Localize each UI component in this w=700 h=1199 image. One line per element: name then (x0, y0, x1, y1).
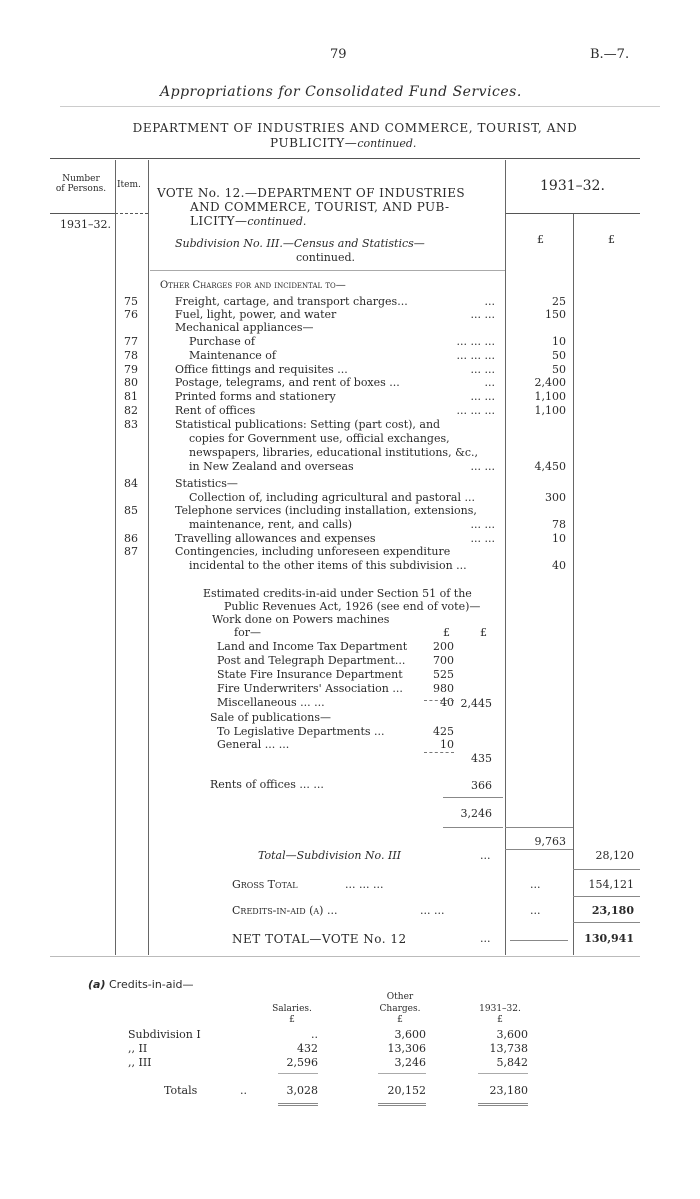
credits-pound-1: £ (443, 626, 450, 639)
credits-in-aid-dots: ... ... (420, 904, 445, 917)
pound-sign-col1: £ (537, 233, 544, 246)
item-amount: 2,400 (534, 376, 566, 389)
footnote-row-salaries: .. (311, 1028, 318, 1041)
powers-entry-label: Miscellaneous ... ... (217, 696, 325, 709)
credits-note-line3: Work done on Powers machines (212, 613, 390, 626)
footnote-pound-3: £ (497, 1015, 503, 1025)
item-description: Statistical publications: Setting (part cost), and (175, 418, 441, 431)
powers-entry-label: Land and Income Tax Department (217, 640, 408, 653)
footnote-row-other: 3,600 (394, 1028, 426, 1041)
subdivision-rule (150, 270, 505, 271)
gross-total-rule (573, 896, 640, 897)
item-description: Office fittings and requisites ... (175, 363, 348, 376)
item-description: Collection of, including agricultural and pastoral ... (189, 491, 475, 504)
item-amount: 150 (545, 308, 566, 321)
footnote-marker: (a) (88, 978, 106, 991)
item-header-rule (115, 213, 148, 214)
footnote-row-other: 13,306 (387, 1042, 426, 1055)
item-description: Fuel, light, power, and water (175, 308, 337, 321)
header-rule (60, 106, 660, 107)
credits-in-aid-col1: ... (530, 904, 541, 917)
credits-grand-rule-top (443, 797, 503, 798)
item-description: Rent of offices (175, 404, 256, 417)
item-dots: ... ... (470, 532, 495, 545)
footnote-row-year: 13,738 (489, 1042, 528, 1055)
table-bottom-rule (50, 956, 640, 957)
powers-entry-label: Post and Telegraph Department... (217, 654, 406, 667)
item-dots: ... ... ... (456, 349, 495, 362)
other-charges-total-rule (505, 827, 573, 828)
footnote-heading (88, 979, 194, 991)
number-header-line1: Number (62, 174, 100, 184)
subdivision-total-rule (573, 869, 640, 870)
item-number: 86 (124, 532, 138, 545)
rents-label: Rents of offices ... ... (210, 778, 324, 791)
item-amount: 1,100 (534, 404, 566, 417)
footnote-totals-dots: .. (240, 1084, 247, 1097)
powers-total: 2,445 (460, 697, 492, 710)
item-dots: ... ... ... (456, 335, 495, 348)
gross-total-col1: ... (530, 878, 541, 891)
subdivision-total-label: Total—Subdivision No. III (258, 849, 402, 862)
item-description: Purchase of (189, 335, 255, 348)
footnote-rule-salaries (278, 1073, 318, 1074)
item-description: Freight, cartage, and transport charges... (175, 295, 408, 308)
net-total-value: 130,941 (584, 932, 634, 945)
sale-entry-value: 10 (440, 738, 454, 751)
footnote-double-rule-year (478, 1103, 528, 1106)
persons-column-divider (115, 160, 116, 955)
item-description: Contingencies, including unforeseen expenditure (175, 545, 451, 558)
item-dots: ... ... ... (456, 404, 495, 417)
department-title-line2 (270, 136, 416, 150)
powers-entry-value: 200 (433, 640, 454, 653)
item-description: in New Zealand and overseas (189, 460, 354, 473)
item-number: 84 (124, 477, 138, 490)
footnote-col-other-2: Charges. (379, 1004, 421, 1014)
footnote-totals-label: Totals (164, 1084, 198, 1097)
department-name-rest: PUBLICITY— (270, 136, 358, 150)
document-code: B.—7. (590, 47, 630, 62)
credits-pound-2: £ (480, 626, 487, 639)
item-column-divider (148, 160, 149, 955)
number-header-line2: of Persons. (55, 184, 107, 194)
vote-continued: continued. (247, 215, 307, 228)
credits-note-line2: Public Revenues Act, 1926 (see end of vote)— (224, 600, 481, 613)
item-amount: 40 (552, 559, 566, 572)
powers-entry-value: 980 (433, 682, 454, 695)
item-number: 77 (124, 335, 138, 348)
vote-title-line2: AND COMMERCE, TOURIST, AND PUB- (190, 200, 450, 214)
footnote-double-rule-salaries (278, 1103, 318, 1106)
footnote-heading-text: Credits-in-aid— (108, 978, 194, 991)
item-description: Statistics— (175, 477, 238, 490)
rents-value: 366 (471, 779, 492, 792)
credits-grand-rule-bottom (443, 827, 503, 828)
item-number: 76 (124, 308, 138, 321)
footnote-totals-other: 20,152 (387, 1084, 426, 1097)
other-charges-total: 9,763 (534, 835, 566, 848)
credits-in-aid-value: 23,180 (591, 904, 634, 917)
item-dots: ... ... (470, 308, 495, 321)
gross-total-dots: ... ... ... (345, 878, 384, 891)
page-number: 79 (330, 47, 347, 62)
gross-total-label: Gross Total (232, 878, 298, 891)
credits-note-line4: for— (234, 626, 261, 639)
amount-year-header: 1931–32. (540, 178, 605, 194)
powers-entry-label: State Fire Insurance Department (217, 668, 403, 681)
vote-title-line3-text: LICITY— (190, 214, 248, 228)
net-total-label: NET TOTAL—VOTE No. 12 (232, 932, 407, 946)
footnote-double-rule-other (378, 1103, 426, 1106)
item-description: copies for Government use, official exchanges, (189, 432, 450, 445)
footnote-col-salaries: Salaries. (272, 1004, 312, 1014)
pound-sign-col2: £ (608, 233, 615, 246)
item-description: newspapers, libraries, educational institutions, &c., (189, 446, 479, 459)
item-dots: ... ... (470, 390, 495, 403)
item-dots: ... ... (470, 518, 495, 531)
item-description: maintenance, rent, and calls) (189, 518, 353, 531)
item-number: 83 (124, 418, 138, 431)
credits-in-aid-label: Credits-in-aid (a) ... (232, 904, 338, 917)
item-amount: 4,450 (534, 460, 566, 473)
footnote-row-year: 3,600 (496, 1028, 528, 1041)
vote-title-line1: VOTE No. 12.—DEPARTMENT OF INDUSTRIES (157, 186, 466, 200)
item-header: Item. (117, 180, 141, 190)
item-amount: 50 (552, 349, 566, 362)
footnote-row-label: ,, II (128, 1042, 148, 1055)
item-number: 75 (124, 295, 138, 308)
footnote-row-salaries: 2,596 (286, 1056, 318, 1069)
item-amount: 25 (552, 295, 566, 308)
item-description: Mechanical appliances— (175, 321, 314, 334)
powers-entry-value: 700 (433, 654, 454, 667)
footnote-col-year: 1931–32. (479, 1004, 521, 1014)
powers-entry-value: 40 (440, 696, 454, 709)
powers-entry-value: 525 (433, 668, 454, 681)
item-amount: 300 (545, 491, 566, 504)
gross-total-value: 154,121 (588, 878, 634, 891)
amount-column-divider (505, 160, 506, 955)
sale-entry-label: General ... ... (217, 738, 290, 751)
credits-note-line1: Estimated credits-in-aid under Section 51 of the (203, 587, 472, 600)
footnote-rule-year (478, 1073, 528, 1074)
footnote-row-year: 5,842 (496, 1056, 528, 1069)
item-dots: ... (484, 295, 495, 308)
item-amount: 1,100 (534, 390, 566, 403)
footnote-rule-other (378, 1073, 426, 1074)
item-dots: ... (484, 376, 495, 389)
item-amount: 10 (552, 532, 566, 545)
persons-year-header: 1931–32. (60, 218, 111, 231)
net-total-dots: ... (480, 932, 491, 945)
item-dots: ... ... (470, 363, 495, 376)
net-total-col1-dash (510, 940, 568, 941)
item-number: 81 (124, 390, 138, 403)
sale-entry-label: To Legislative Departments ... (217, 725, 385, 738)
item-amount: 78 (552, 518, 566, 531)
vote-title (157, 186, 465, 229)
item-number: 78 (124, 349, 138, 362)
subdivision-continued: continued. (296, 251, 356, 264)
other-charges-heading: Other Charges for and incidental to— (160, 280, 346, 291)
footnote-col-other-1: Other (386, 992, 414, 1002)
footnote-totals-salaries: 3,028 (286, 1084, 318, 1097)
item-description: Postage, telegrams, and rent of boxes ... (175, 376, 400, 389)
subdivision-heading: Subdivision No. III.—Census and Statistics— (175, 237, 425, 250)
amount-inner-divider (573, 214, 574, 955)
footnote-pound-1: £ (289, 1015, 295, 1025)
item-amount: 50 (552, 363, 566, 376)
footnote-totals-year: 23,180 (489, 1084, 528, 1097)
footnote-row-label: ,, III (128, 1056, 152, 1069)
sale-heading: Sale of publications— (210, 711, 332, 724)
item-dots: ... ... (470, 460, 495, 473)
number-of-persons-header (50, 174, 112, 194)
item-description: Travelling allowances and expenses (175, 532, 376, 545)
subdivision-total-rule-a (505, 849, 573, 850)
department-title-line1: DEPARTMENT OF INDUSTRIES AND COMMERCE, TOURIST, AND (132, 121, 578, 135)
item-amount: 10 (552, 335, 566, 348)
item-number: 79 (124, 363, 138, 376)
persons-header-rule (50, 213, 115, 214)
credits-grand-total: 3,246 (460, 807, 492, 820)
item-number: 85 (124, 504, 138, 517)
subdivision-total-value: 28,120 (595, 849, 634, 862)
powers-entry-label: Fire Underwriters' Association ... (217, 682, 403, 695)
item-description: Printed forms and stationery (175, 390, 336, 403)
item-description: Maintenance of (189, 349, 276, 362)
footnote-row-label: Subdivision I (128, 1028, 201, 1041)
item-number: 87 (124, 545, 138, 558)
credits-in-aid-rule (573, 922, 640, 923)
footnote-pound-2: £ (397, 1015, 403, 1025)
sale-entry-value: 425 (433, 725, 454, 738)
item-description: Telephone services (including installation, extensions, (175, 504, 477, 517)
running-title: Appropriations for Consolidated Fund Services. (160, 84, 522, 100)
item-description: incidental to the other items of this subdivision ... (189, 559, 467, 572)
table-top-rule (50, 158, 640, 159)
sale-total: 435 (471, 752, 492, 765)
item-number: 80 (124, 376, 138, 389)
item-number: 82 (124, 404, 138, 417)
subdivision-total-dots: ... (480, 849, 491, 862)
footnote-row-other: 3,246 (394, 1056, 426, 1069)
footnote-row-salaries: 432 (297, 1042, 318, 1055)
department-continued: continued. (357, 137, 417, 150)
vote-title-line3 (157, 214, 465, 229)
